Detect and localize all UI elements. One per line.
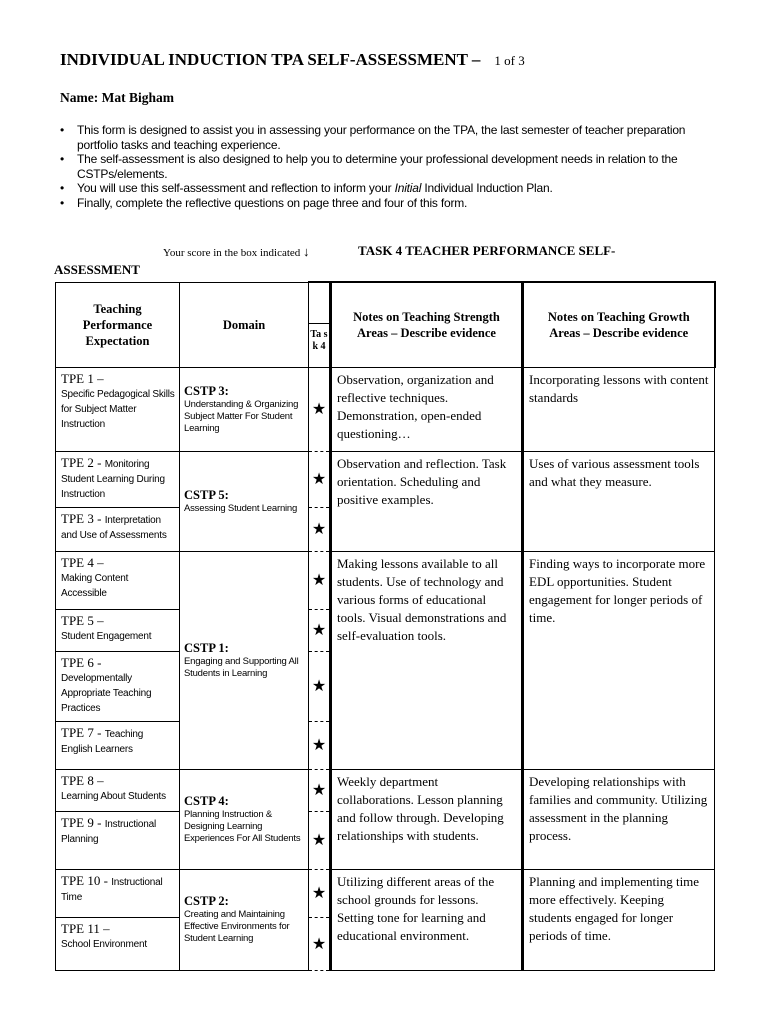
list-item: • This form is designed to assist you in assessing your performance on the TPA, the last semester of teacher preparation portfolio tasks and teaching experience. (60, 123, 686, 152)
cstp2-label: CSTP 2: (184, 894, 229, 908)
domain-cstp1 (180, 551, 309, 769)
list-item: • The self-assessment is also designed to help you to determine your professional development needs in relation to the CSTPs/elements. (60, 152, 678, 181)
tpe-10-cell (56, 869, 180, 917)
domain-cstp5 (180, 451, 309, 551)
star-icon: ★ (309, 811, 331, 869)
col-header-task-text: Ta sk 4 (310, 329, 328, 353)
tpe-2-number: TPE 2 - (61, 454, 102, 470)
cstp5-label: CSTP 5: (184, 487, 229, 502)
cstp3-desc: Understanding & Organizing Subject Matter For Student Learning (184, 398, 299, 434)
table-row (56, 367, 715, 451)
arrow-down-icon: ↓ (303, 244, 310, 259)
score-instruction (163, 244, 310, 260)
tpe-6-number: TPE 6 - (61, 654, 102, 670)
tpe-5-desc: Student Engagement (61, 630, 152, 642)
tpe-4-cell (56, 551, 180, 609)
star-icon: ★ (309, 917, 331, 970)
star-icon: ★ (309, 609, 331, 651)
bullet-text-2: The self-assessment is also designed to help you to determine your professional development needs in relation to the CSTPs/elements. (77, 152, 678, 181)
star-icon: ★ (309, 769, 331, 811)
tpe-1-desc: Specific Pedagogical Skills for Subject Matter Instruction (61, 388, 175, 430)
table-row (56, 451, 715, 507)
task-header-continued: ASSESSMENT (54, 262, 140, 277)
col-header-strength: Notes on Teaching Strength Areas – Describe evidence (331, 282, 523, 367)
tpe-8-number: TPE 8 – (61, 772, 104, 788)
star-icon: ★ (309, 651, 331, 721)
cstp2-desc: Creating and Maintaining Effective Environments for Student Learning (184, 909, 290, 944)
tpe-3-number: TPE 3 - (61, 510, 102, 526)
tpe-7-number: TPE 7 - (61, 724, 102, 740)
tpe-8-cell (56, 769, 180, 811)
growth-notes-1: Incorporating lessons with content standards (523, 367, 715, 451)
star-icon: ★ (309, 507, 331, 551)
bullet-text-3: You will use this self-assessment and reflection to inform your (77, 181, 392, 195)
tpe-5-cell (56, 609, 180, 651)
instruction-list (60, 123, 720, 210)
star-icon: ★ (309, 367, 331, 451)
growth-notes-4: Developing relationships with families and community. Utilizing assessment in the planning process. (523, 769, 715, 869)
tpe-9-desc: Instructional Planning (61, 818, 157, 845)
tpe-11-number: TPE 11 – (61, 920, 110, 936)
tpe-9-number: TPE 9 - (61, 814, 102, 830)
tpe-2-cell (56, 451, 180, 507)
bullet-italic: Initial (394, 181, 422, 195)
star-icon: ★ (309, 721, 331, 769)
table-header-row (56, 282, 715, 367)
growth-notes-3: Finding ways to incorporate more EDL opportunities. Student engagement for longer periods of time. (523, 551, 715, 769)
tpe-7-desc: Teaching English Learners (61, 728, 144, 755)
self-assessment-table (55, 281, 716, 971)
strength-notes-5: Utilizing different areas of the school grounds for lessons. Setting tone for learning and educational environment. (331, 869, 523, 970)
tpe-6-cell (56, 651, 180, 721)
score-text: Your score in the box indicated (163, 247, 301, 259)
col-header-growth: Notes on Teaching Growth Areas – Describe evidence (523, 282, 715, 367)
strength-notes-4: Weekly department collaborations. Lesson planning and follow through. Developing relationships with students. (331, 769, 523, 869)
tpe-2-desc: Monitoring Student Learning During Instruction (61, 458, 165, 500)
cstp1-desc: Engaging and Supporting All Students in Learning (184, 655, 299, 679)
cstp5-desc: Assessing Student Learning (184, 502, 298, 514)
tpe-5-number: TPE 5 – (61, 612, 104, 628)
task-header: TASK 4 TEACHER PERFORMANCE SELF- (358, 243, 616, 258)
bullet-text-1: This form is designed to assist you in assessing your performance on the TPA, the last semester of teacher preparation portfolio tasks and teaching experience. (77, 123, 686, 152)
strength-notes-2: Observation and reflection. Task orientation. Scheduling and positive examples. (331, 451, 523, 551)
domain-cstp4 (180, 769, 309, 869)
tpe-10-number: TPE 10 - (61, 872, 108, 888)
bullet-text-4: Finally, complete the reflective questions on page three and four of this form. (77, 195, 468, 210)
col-header-task (309, 282, 331, 367)
tpe-3-desc: Interpretation and Use of Assessments (61, 514, 167, 541)
tpe-9-cell (56, 811, 180, 869)
title-text: INDIVIDUAL INDUCTION TPA SELF-ASSESSMENT – (60, 50, 481, 69)
tpe-4-desc: Making Content Accessible (61, 572, 129, 599)
list-item: • Finally, complete the reflective questions on page three and four of this form. (60, 195, 468, 210)
tpe-1-number: TPE 1 – (61, 370, 104, 386)
tpe-7-cell (56, 721, 180, 769)
col-header-domain: Domain (180, 282, 309, 367)
star-icon: ★ (309, 451, 331, 507)
tpe-11-cell (56, 917, 180, 970)
page-indicator: 1 of 3 (494, 53, 525, 68)
tpe-11-desc: School Environment (61, 938, 147, 950)
table-row (56, 769, 715, 811)
page-title (60, 50, 525, 70)
star-icon: ★ (309, 869, 331, 917)
growth-notes-5: Planning and implementing time more effectively. Keeping students engaged for longer periods of time. (523, 869, 715, 970)
cstp4-desc: Planning Instruction & Designing Learning Experiences For All Students (184, 808, 301, 844)
tpe-8-desc: Learning About Students (61, 790, 166, 802)
cstp4-label: CSTP 4: (184, 793, 229, 808)
growth-notes-2: Uses of various assessment tools and what they measure. (523, 451, 715, 551)
cstp3-label: CSTP 3: (184, 383, 229, 398)
bullet-text-3-tail: Individual Induction Plan. (421, 181, 553, 195)
list-item: • You will use this self-assessment and reflection to inform your Initial Individual Induction Plan. (60, 181, 553, 195)
col-header-tpe: Teaching Performance Expectation (56, 282, 180, 367)
tpe-1-cell (56, 367, 180, 451)
table-row (56, 869, 715, 917)
strength-notes-1: Observation, organization and reflective techniques. Demonstration, open-ended questioning… (331, 367, 523, 451)
tpe-6-desc: Developmentally Appropriate Teaching Practices (61, 672, 152, 714)
cstp1-label: CSTP 1: (184, 640, 229, 655)
domain-cstp3 (180, 367, 309, 451)
star-icon: ★ (309, 551, 331, 609)
table-row (56, 551, 715, 609)
tpe-4-number: TPE 4 – (61, 554, 104, 570)
name-label: Name: Mat Bigham (60, 90, 174, 105)
tpe-10-desc: Instructional Time (61, 876, 163, 903)
strength-notes-3: Making lessons available to all students. Use of technology and various forms of educational tools. Visual demonstrations and self-evaluation tools. (331, 551, 523, 769)
tpe-3-cell (56, 507, 180, 551)
domain-cstp2 (180, 869, 309, 970)
